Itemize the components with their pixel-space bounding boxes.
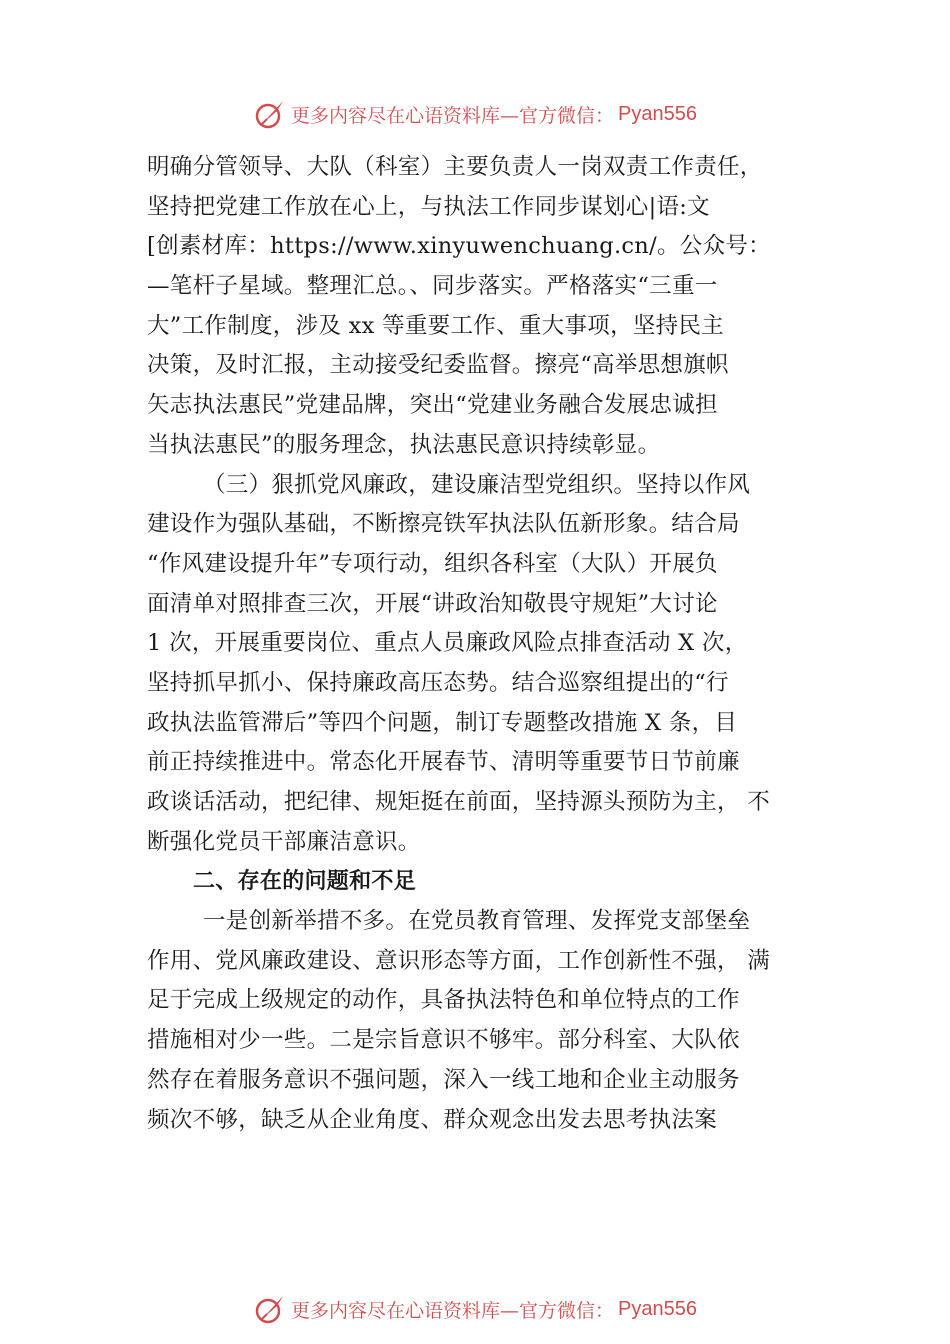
banner-text: 更多内容尽在心语资料库—官方微信：	[291, 1299, 615, 1322]
text-line: 政谈话活动，把纪律、规矩挺在前面，坚持源头预防为主， 不	[147, 789, 771, 815]
banner-account: Pyan556	[618, 102, 697, 125]
text-line: —笔杆子星域。整理汇总。、同步落实。严格落实“三重一	[147, 273, 718, 300]
header-banner	[0, 94, 950, 134]
text-line: 频次不够，缺乏从企业角度、群众观念出发去思考执法案	[147, 1106, 718, 1133]
text-line: 坚持抓早抓小、保持廉政高压态势。结合巡察组提出的“行	[147, 669, 729, 696]
text-line: 决策，及时汇报，主动接受纪委监督。擦亮“高举思想旗帜	[147, 352, 729, 379]
text-line: “作风建设提升年”专项行动，组织各科室（大队）开展负	[147, 550, 718, 577]
text-line: 当执法惠民”的服务理念，执法惠民意识持续彰显。	[147, 431, 661, 458]
footer-banner	[0, 1289, 950, 1329]
quill-pen-logo-icon	[253, 97, 287, 131]
text-line: 大”工作制度，涉及 xx 等重要工作、重大事项，坚持民主	[147, 312, 725, 339]
text-line: 坚持把党建工作放在心上，与执法工作同步谋划心|语:文	[147, 193, 710, 220]
text-line: 然存在着服务意识不强问题，深入一线工地和企业主动服务	[147, 1066, 740, 1093]
text-line: [创素材库：https://www.xinyuwenchuang.cn/。公众号：	[147, 233, 771, 260]
banner-text: 更多内容尽在心语资料库—官方微信：	[291, 104, 615, 127]
text-line: 面清单对照排查三次，开展“讲政治知敬畏守规矩”大讨论	[147, 590, 718, 617]
text-line: 建设作为强队基础，不断擦亮铁军执法队伍新形象。结合局	[147, 511, 740, 538]
text-line: 足于完成上级规定的动作，具备执法特色和单位特点的工作	[147, 987, 740, 1014]
quill-pen-logo-icon	[253, 1292, 287, 1326]
document-body	[147, 148, 827, 1140]
banner-account: Pyan556	[618, 1297, 697, 1320]
text-line: 1 次，开展重要岗位、重点人员廉政风险点排查活动 X 次，	[147, 630, 748, 657]
text-line: （三）狠抓党风廉政，建设廉洁型党组织。坚持以作风	[203, 471, 751, 498]
text-line: 断强化党员干部廉洁意识。	[147, 828, 421, 855]
text-line: 矢志执法惠民”党建品牌，突出“党建业务融合发展忠诚担	[147, 392, 718, 419]
text-line: 措施相对少一些。二是宗旨意识不够牢。部分科室、大队依	[147, 1027, 740, 1054]
text-line: 前正持续推进中。常态化开展春节、清明等重要节日节前廉	[147, 749, 740, 776]
text-line: 明确分管领导、大队（科室）主要负责人一岗双责工作责任，	[147, 154, 763, 180]
text-line: 一是创新举措不多。在党员教育管理、发挥党支部堡垒	[203, 908, 751, 935]
section-heading: 二、存在的问题和不足	[193, 869, 417, 895]
text-line: 作用、党风廉政建设、意识形态等方面，工作创新性不强， 满	[147, 947, 771, 974]
text-line: 政执法监管滞后”等四个问题，制订专题整改措施 X 条，目	[147, 709, 738, 736]
